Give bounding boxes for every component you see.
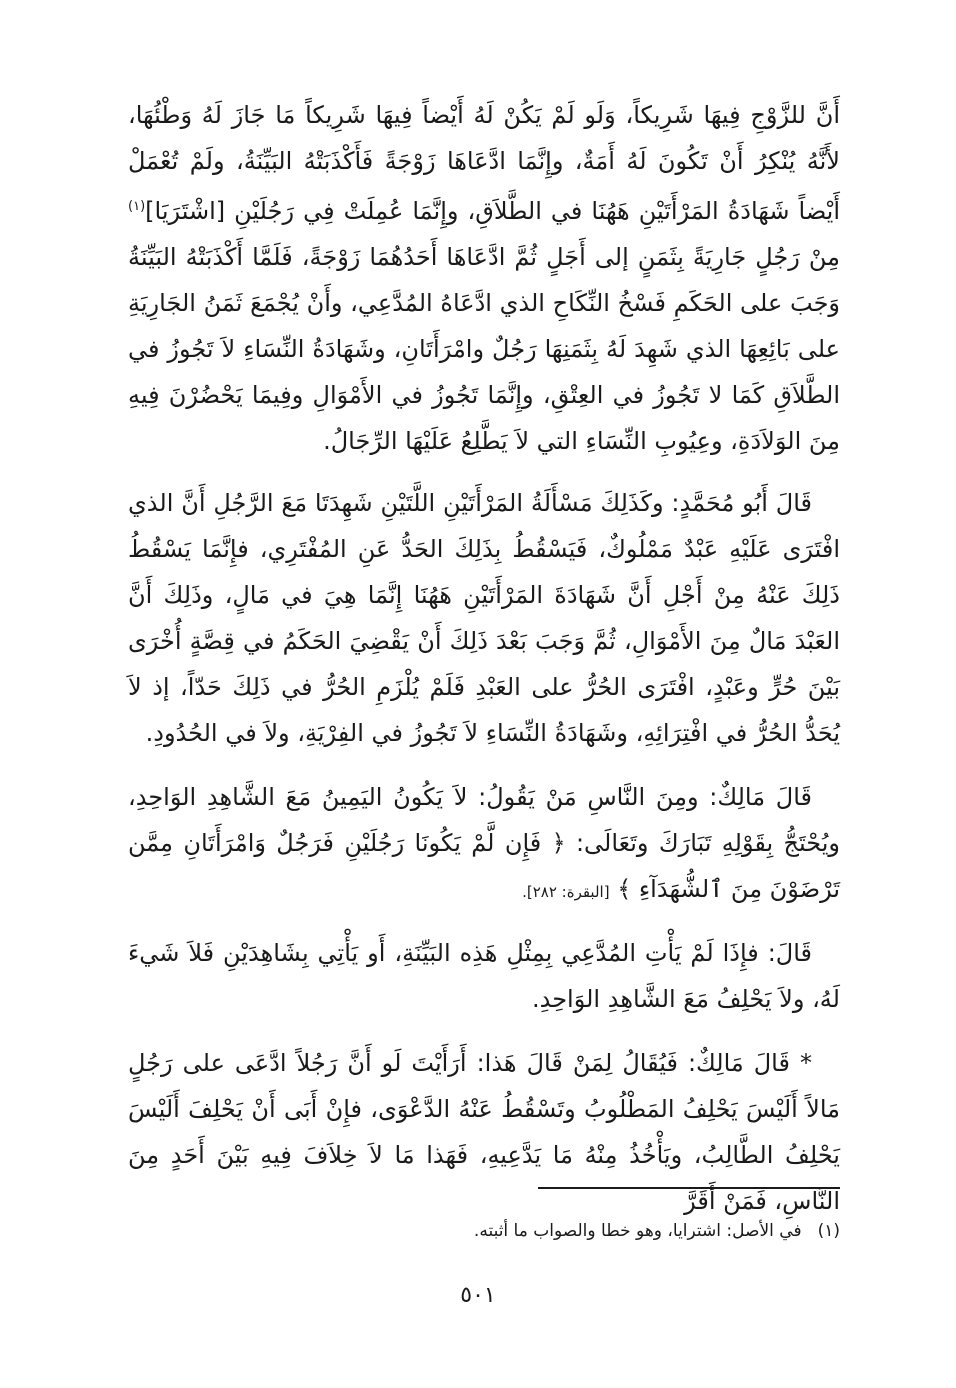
footnote-number: (١) (817, 1221, 840, 1241)
footnote-reference: (١) (128, 199, 146, 214)
paragraph-1-tail: مِنْ رَجُلٍ جَارِيَةً بِثَمَنٍ إلى أَجَلٍ ثُمَّ ادَّعَاهَا أَحَدُهُمَا زَوْجَةً، فَلَمَّا أَكْذَبَتْهُ البَيِّنَةُ وَجَبَ على الحَكَمِ فَسْخُ النِّكَاحِ الذي ادَّعَاهُ المُدَّعِي، وأَنْ يُجْمَعَ ثَمَنُ الجَارِيَةِ على بَائِعِهَا الذي شَهِدَ لَهُ بِثَمَنِهَا رَجُلٌ وامْرَأَتَانِ، وشَهَادَةُ النِّسَاءِ لاَ تَجُوزُ في الطَّلاَقِ كَمَا لا تَجُوزُ في العِتْقِ، وإِنَّمَا تَجُوزُ في الأَمْوَالِ وفِيمَا يَحْضُرْنَ فِيهِ مِنَ الوَلاَدَةِ، وعِيُوبِ النِّسَاءِ التي لاَ يَطَّلِعُ عَلَيْهَا الرِّجَالُ. (128, 243, 840, 455)
paragraph-4-text: قَالَ: فإِذَا لَمْ يَأْتِ المُدَّعِي بِمِثْلِ هَذِه البَيِّنَةِ، أَو يَأْتِي بِشَاهِدَيْنِ فَلاَ شَيءَ لَهُ، ولاَ يَحْلِفُ مَعَ الشَّاهِدِ الوَاحِدِ. (128, 939, 840, 1013)
paragraph-1 (128, 92, 840, 464)
paragraph-5-text: * قَالَ مَالِكٌ: فَيُقَالُ لِمَنْ قَالَ هَذا: أَرَأَيْتَ لَو أَنَّ رَجُلاً ادَّعَى على رَجُلٍ مَالاً أَلَيْسَ يَحْلِفُ المَطْلُوبُ وتَسْقُطُ عَنْهُ الدَّعْوَى، فإِنْ أَبَى أَنْ يَحْلِفَ أَلَيْسَ يَحْلِفُ الطَّالِبُ، ويَأْخُذُ مِنْهُ مَا يَدَّعِيهِ، فَهَذا مَا لاَ خِلاَفَ فِيهِ بَيْنَ أَحَدٍ مِنَ النَّاسِ، فَمَنْ أَقَرَّ (128, 1049, 840, 1215)
paragraph-3-text: قَالَ مَالِكٌ: ومِنَ النَّاسِ مَنْ يَقُولُ: لاَ يَكُونُ اليَمِينُ مَعَ الشَّاهِدِ الوَاحِدِ، ويُحْتَجُّ بِقَوْلِهِ تَبَارَكَ وتَعَالَى: ﴿ فَإِن لَّمْ يَكُونَا رَجُلَيْنِ فَرَجُلٌ وَامْرَأَتَانِ مِمَّن تَرْضَوْنَ مِنَ ٱلشُّهَدَآءِ ﴾ (128, 783, 840, 903)
page-number: ٥٠١ (460, 1283, 496, 1308)
paragraph-2 (128, 480, 840, 756)
paragraph-2-text: قَالَ أَبُو مُحَمَّدٍ: وكَذَلِكَ مَسْأَلَةُ المَرْأَتَيْنِ اللَّتَيْنِ شَهِدَتَا مَعَ الرَّجُلِ أَنَّ الذي افْتَرَى عَلَيْهِ عَبْدٌ مَمْلُوكٌ، فَيَسْقُطُ بِذَلِكَ الحَدُّ عَنِ المُفْتَرِي، فإِنَّمَا يَسْقُطُ ذَلِكَ عَنْهُ مِنْ أَجْلِ أَنَّ شَهَادَةَ المَرْأَتَيْنِ هَهُنَا إِنَّمَا هِيَ في مَالٍ، وذَلِكَ أَنَّ العَبْدَ مَالٌ مِنَ الأَمْوَالِ، ثُمَّ وَجَبَ بَعْدَ ذَلِكَ أَنْ يَقْضِيَ الحَكَمُ في قِصَّةٍ أُخْرَى بَيْنَ حُرٍّ وعَبْدٍ، افْتَرَى الحُرُّ على العَبْدِ فَلَمْ يُلْزَمِ الحُرُّ في ذَلِكَ حَدّاً، إذ لاَ يُحَدُّ الحُرُّ في افْتِرَائِهِ، وشَهَادَةُ النِّسَاءِ لاَ تَجُوزُ في الفِرْيَةِ، ولاَ في الحُدُودِ. (128, 489, 840, 747)
footnote (300, 1218, 840, 1244)
paragraph-3 (128, 774, 840, 915)
footnote-text: في الأصل: اشترايا، وهو خطا والصواب ما أثبته. (473, 1221, 802, 1241)
paragraph-4 (128, 930, 840, 1022)
paragraph-5 (128, 1040, 840, 1224)
quran-citation: [البقرة: ٢٨٢]. (522, 883, 610, 901)
footnote-divider (538, 1187, 840, 1189)
paragraph-1-text: أَنَّ للزَّوْجِ فِيهَا شَرِيكاً، وَلَو لَمْ يَكُنْ لَهُ أَيْضاً فِيهَا شَرِيكاً مَا جَازَ لَهُ وَطْئُهَا، لأَنَّهُ يُنْكِرُ أَنْ تَكُونَ لَهُ أَمَةٌ، وإِنَّمَا ادَّعَاهَا زَوْجَةً فَأَكْذَبَتْهُ البَيِّنَةُ، ولَمْ تُعْمَلْ أَيْضاً شَهَادَةُ المَرْأَتَيْنِ هَهُنَا في الطَّلاَقِ، وإِنَّمَا عُمِلَتْ فِي رَجُلَيْنِ [اشْتَرَيَا] (128, 101, 840, 225)
